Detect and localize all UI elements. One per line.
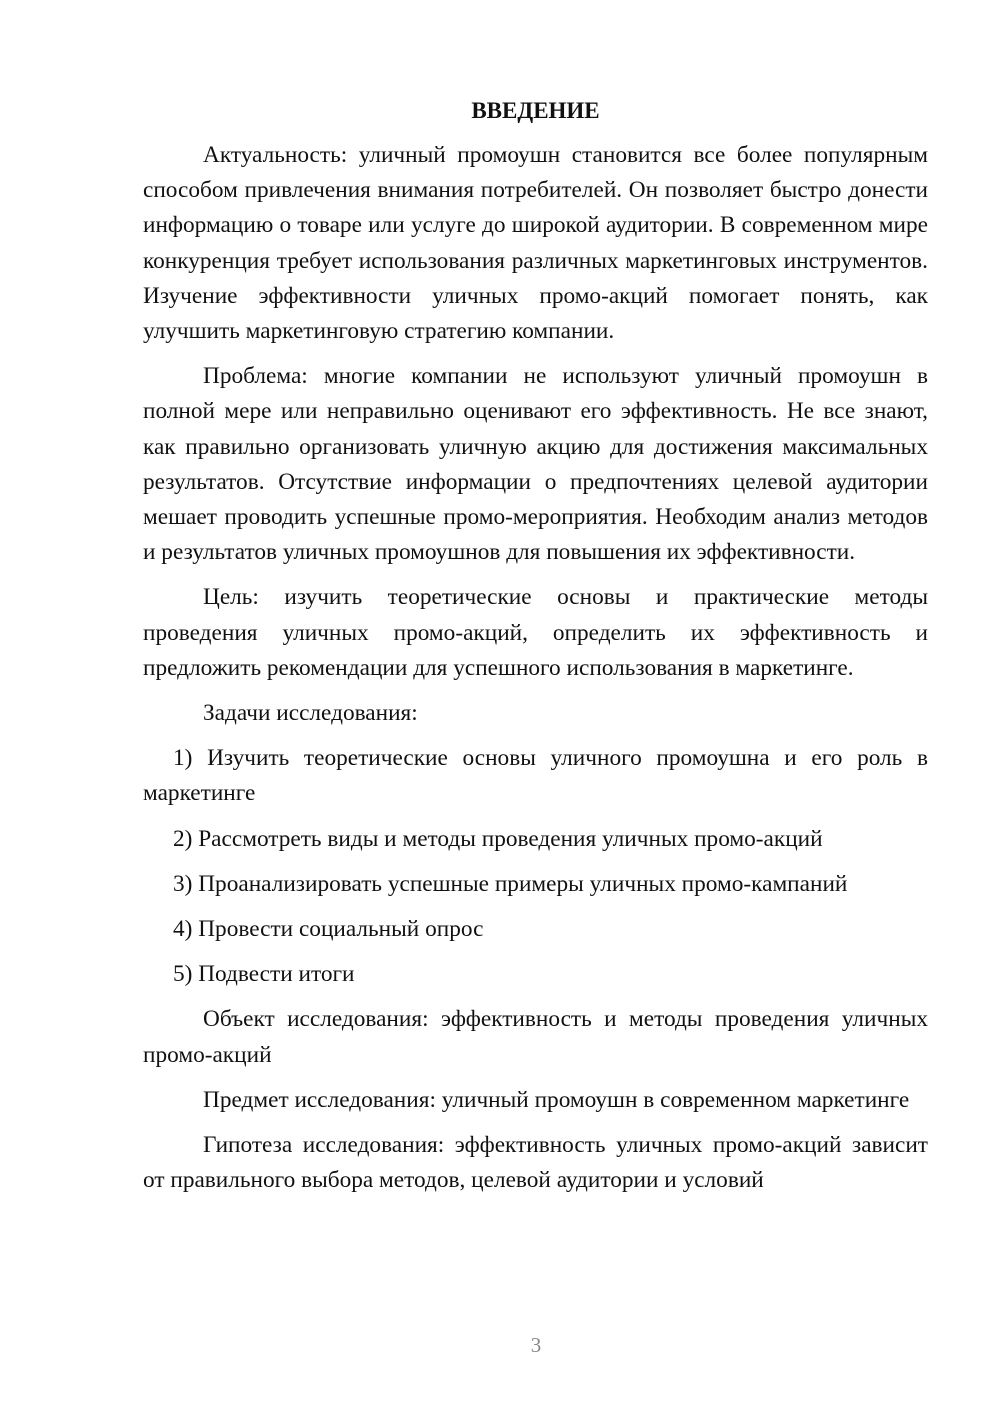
section-title: ВВЕДЕНИЕ	[471, 98, 600, 123]
tasks-heading: Задачи исследования:	[203, 700, 418, 727]
paragraph-relevance: Актуальность: уличный промоушн становится все более популярным способом привлечения внимания потребителей. Он позволяет быстро донести информацию о товаре или услуге до широкой аудитории. В современном мире конкуренция требует использования различных маркетинговых инструментов. Изучение эффективности уличных промо-акций помогает понять, как улучшить маркетинговую стратегию компании.	[143, 142, 928, 345]
paragraph-goal: Цель: изучить теоретические основы и практические методы проведения уличных промо-акций, определить их эффективность и предложить рекомендации для успешного использования в маркетинге.	[143, 584, 928, 681]
document-page	[143, 96, 928, 1208]
task-item-1: 1) Изучить теоретические основы уличного промоушна и его роль в маркетинге	[143, 745, 928, 807]
paragraph-object: Объект исследования: эффективность и методы проведения уличных промо-акций	[143, 1006, 928, 1068]
task-item-4: 4) Провести социальный опрос	[173, 916, 484, 943]
task-item-5: 5) Подвести итоги	[173, 961, 355, 988]
page-number-footer	[0, 1333, 1000, 1358]
task-item-2: 2) Рассмотреть виды и методы проведения уличных промо-акций	[173, 825, 823, 852]
task-item-3: 3) Проанализировать успешные примеры уличных промо-кампаний	[173, 870, 848, 897]
page-number: 3	[530, 1333, 542, 1357]
paragraph-hypothesis: Гипотеза исследования: эффективность уличных промо-акций зависит от правильного выбора методов, целевой аудитории и условий	[143, 1132, 928, 1194]
paragraph-problem: Проблема: многие компании не используют уличный промоушн в полной мере или неправильно оценивают его эффективность. Не все знают, как правильно организовать уличную акцию для достижения максимальных результатов. Отсутствие информации о предпочтениях целевой аудитории мешает проводить успешные промо-мероприятия. Необходим анализ методов и результатов уличных промоушнов для повышения их эффективности.	[143, 363, 928, 566]
paragraph-subject: Предмет исследования: уличный промоушн в современном маркетинге	[203, 1086, 910, 1113]
